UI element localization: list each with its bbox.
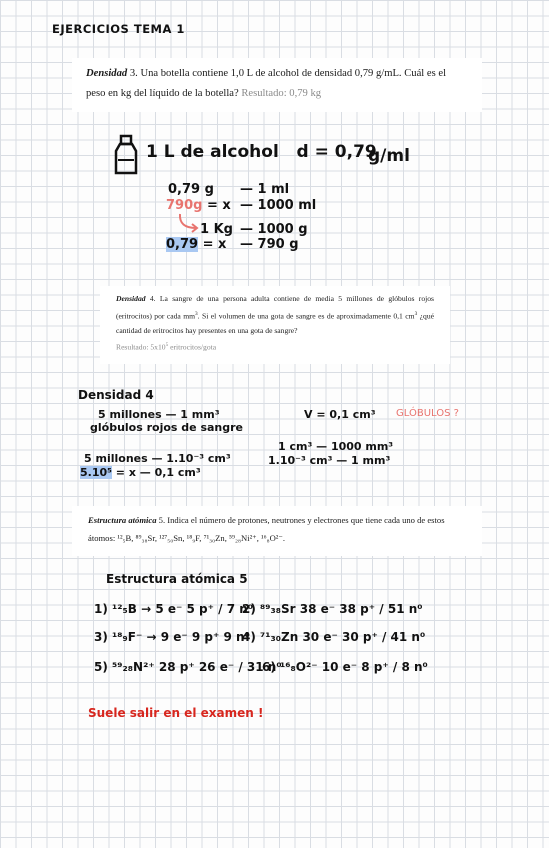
note-a1: 5 millones — 1 mm³	[98, 408, 220, 421]
note-b1: 1 cm³ — 1000 mm³	[278, 440, 394, 453]
note-item-3: 3) ¹⁸₉F⁻ → 9 e⁻ 9 p⁺ 9 n⁰	[94, 630, 250, 644]
note-heading-densidad4: Densidad 4	[78, 388, 154, 402]
exercise-text	[86, 64, 468, 104]
note-heading-estructura5: Estructura atómica 5	[106, 572, 248, 586]
note-r2-left: 790g = x	[166, 198, 231, 213]
note-c2: 5.10⁵ = x — 0,1 cm³	[80, 466, 201, 479]
bottle-icon	[112, 134, 140, 176]
note-r1-right: — 1 ml	[240, 182, 290, 197]
page-title: EJERCICIOS TEMA 1	[52, 22, 185, 36]
note-volume: V = 0,1 cm³	[304, 408, 376, 421]
note-r3-right: — 1000 g	[240, 222, 308, 237]
exercise-card-densidad-3	[72, 58, 482, 112]
note-r4-right: — 790 g	[240, 237, 299, 252]
note-item-4: 4) ⁷¹₃₀Zn 30 e⁻ 30 p⁺ / 41 n⁰	[242, 630, 426, 644]
note-r4-left: 0,79 = x	[166, 237, 227, 252]
note-item-1: 1) ¹²₅B → 5 e⁻ 5 p⁺ / 7 n⁰	[94, 602, 254, 616]
note-units-gml: g/ml	[368, 146, 410, 166]
exercise-lead: Densidad	[86, 68, 128, 79]
note-item-6: 6) ¹⁶₈O²⁻ 10 e⁻ 8 p⁺ / 8 n⁰	[262, 660, 428, 674]
note-c1: 5 millones — 1.10⁻³ cm³	[84, 452, 231, 465]
exercise-card-densidad-4	[100, 286, 450, 364]
note-b2: 1.10⁻³ cm³ — 1 mm³	[268, 454, 391, 467]
exercise-card-estructura-5	[72, 506, 482, 556]
note-a2: glóbulos rojos de sangre	[90, 421, 244, 434]
pink-arrow-icon	[176, 212, 202, 236]
note-item-5: 5) ⁵⁹₂₈N²⁺ 28 p⁺ 26 e⁻ / 31 n⁰	[94, 660, 282, 674]
exercise-result: Resultado: 0,79 kg	[238, 88, 322, 99]
exercise-text: Densidad 4. La sangre de una persona adulta contiene de media 5 millones de glóbulos rojos (eritrocitos) por cada $mm^3$. Si el volumen de una gota de sangre es de aproximadamente 0,1 $cm^3$ ¿qué cantidad de eritrocitos hay presentes en una gota de sangre?	[116, 294, 434, 335]
exercise-body: 3. Una botella contiene 1,0 L de alcohol de densidad 0,79 g/mL. Cuál es el peso en kg del líquido de la botella?	[86, 68, 447, 99]
note-globulos-question: GLÓBULOS ?	[396, 408, 459, 419]
exercise-result: Resultado: $5x10^5$ eritrocitos/gota	[116, 342, 217, 352]
exercise-text: Estructura atómica 5. Indica el número de protones, neutrones y electrones que tiene cada uno de estos átomos: ¹²₅B, ⁸⁹₃₈Sr, ¹²⁷₅₀Sn, ¹⁸₉F, ⁷¹₃₀Zn, ⁵⁹₂₈Ni²⁺, ¹⁶₈O²⁻.	[88, 515, 445, 543]
note-r3-left: 1 Kg	[200, 222, 233, 237]
note-r1-left: 0,79 g	[168, 182, 214, 197]
note-exam-warning: Suele salir en el examen !	[88, 706, 264, 720]
note-r2-right: — 1000 ml	[240, 198, 317, 213]
note-line-alcohol: 1 L de alcohol d = 0,79	[146, 142, 377, 162]
note-item-2: 2) ⁸⁹₃₈Sr 38 e⁻ 38 p⁺ / 51 n⁰	[242, 602, 423, 616]
